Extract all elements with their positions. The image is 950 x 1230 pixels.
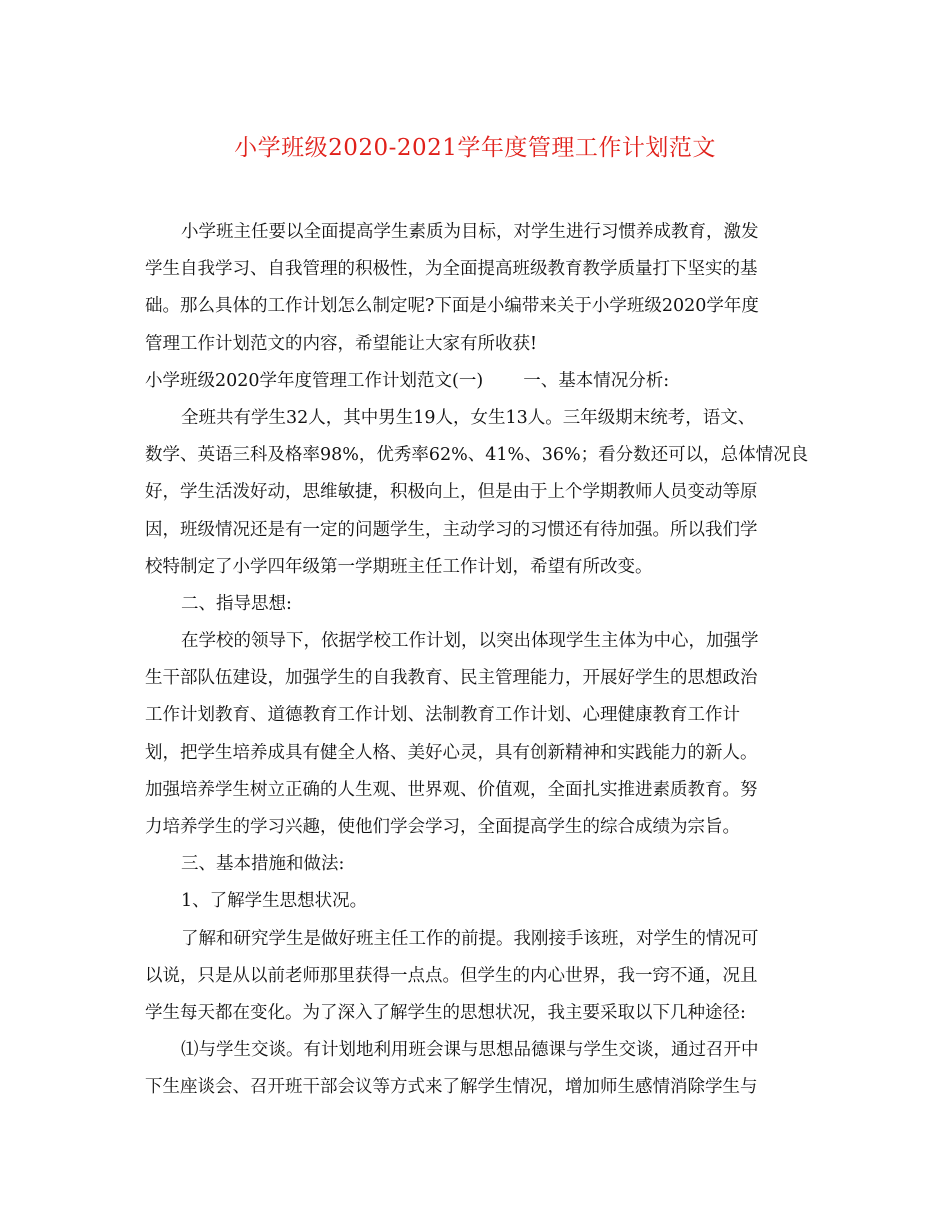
paragraph-line: 校特制定了小学四年级第一学期班主任工作计划，希望有所改变。 xyxy=(145,556,653,577)
paragraph-line: 管理工作计划范文的内容，希望能让大家有所收获! xyxy=(145,333,538,354)
section-heading: 三、基本措施和做法: xyxy=(181,854,345,875)
paragraph-line: 因，班级情况还是有一定的问题学生，主动学习的习惯还有待加强。所以我们学 xyxy=(145,519,758,540)
subtitle-text: 小学班级2020学年度管理工作计划范文(一) xyxy=(145,370,484,391)
paragraph-line: 学生自我学习、自我管理的积极性，为全面提高班级教育教学质量打下坚实的基 xyxy=(145,259,758,280)
paragraph-line: 好，学生活泼好动，思维敏捷，积极向上，但是由于上个学期教师人员变动等原 xyxy=(145,482,758,503)
section-heading: 二、指导思想: xyxy=(181,593,292,614)
paragraph-line: 以说，只是从以前老师那里获得一点点。但学生的内心世界，我一窍不通，况且 xyxy=(145,965,758,986)
paragraph-line: 学生每天都在变化。为了深入了解学生的思想状况，我主要采取以下几种途径: xyxy=(145,1002,746,1023)
subsection-heading: 1、了解学生思想状况。 xyxy=(181,891,368,912)
paragraph-line: 下生座谈会、召开班干部会议等方式来了解学生情况，增加师生感情消除学生与 xyxy=(145,1077,758,1098)
section-heading-line xyxy=(145,363,805,400)
paragraph-line: 划，把学生培养成具有健全人格、美好心灵，具有创新精神和实践能力的新人。 xyxy=(145,742,758,763)
document-body xyxy=(145,214,809,1107)
paragraph-line: 全班共有学生32人，其中男生19人，女生13人。三年级期末统考，语文、 xyxy=(181,407,756,428)
paragraph-line: ⑴与学生交谈。有计划地利用班会课与思想品德课与学生交谈，通过召开中 xyxy=(181,1040,759,1061)
paragraph-line: 在学校的领导下，依据学校工作计划，以突出体现学生主体为中心，加强学 xyxy=(181,631,759,652)
paragraph-line: 力培养学生的学习兴趣，使他们学会学习，全面提高学生的综合成绩为宗旨。 xyxy=(145,817,740,837)
paragraph-line: 础。那么具体的工作计划怎么制定呢?下面是小编带来关于小学班级2020学年度 xyxy=(145,296,759,317)
document-title: 小学班级2020-2021学年度管理工作计划范文 xyxy=(234,135,716,161)
paragraph-line: 工作计划教育、道德教育工作计划、法制教育工作计划、心理健康教育工作计 xyxy=(145,705,740,726)
paragraph-line: 生干部队伍建设，加强学生的自我教育、民主管理能力，开展好学生的思想政治 xyxy=(145,668,758,689)
paragraph-line: 数学、英语三科及格率98%，优秀率62%、41%、36%；看分数还可以，总体情况良 xyxy=(145,445,809,466)
section-heading: 一、基本情况分析: xyxy=(523,370,670,391)
paragraph-line: 加强培养学生树立正确的人生观、世界观、价值观，全面扎实推进素质教育。努 xyxy=(145,779,758,800)
paragraph-line: 小学班主任要以全面提高学生素质为目标，对学生进行习惯养成教育，激发 xyxy=(181,222,759,242)
paragraph-line: 了解和研究学生是做好班主任工作的前提。我刚接手该班，对学生的情况可 xyxy=(181,928,759,949)
